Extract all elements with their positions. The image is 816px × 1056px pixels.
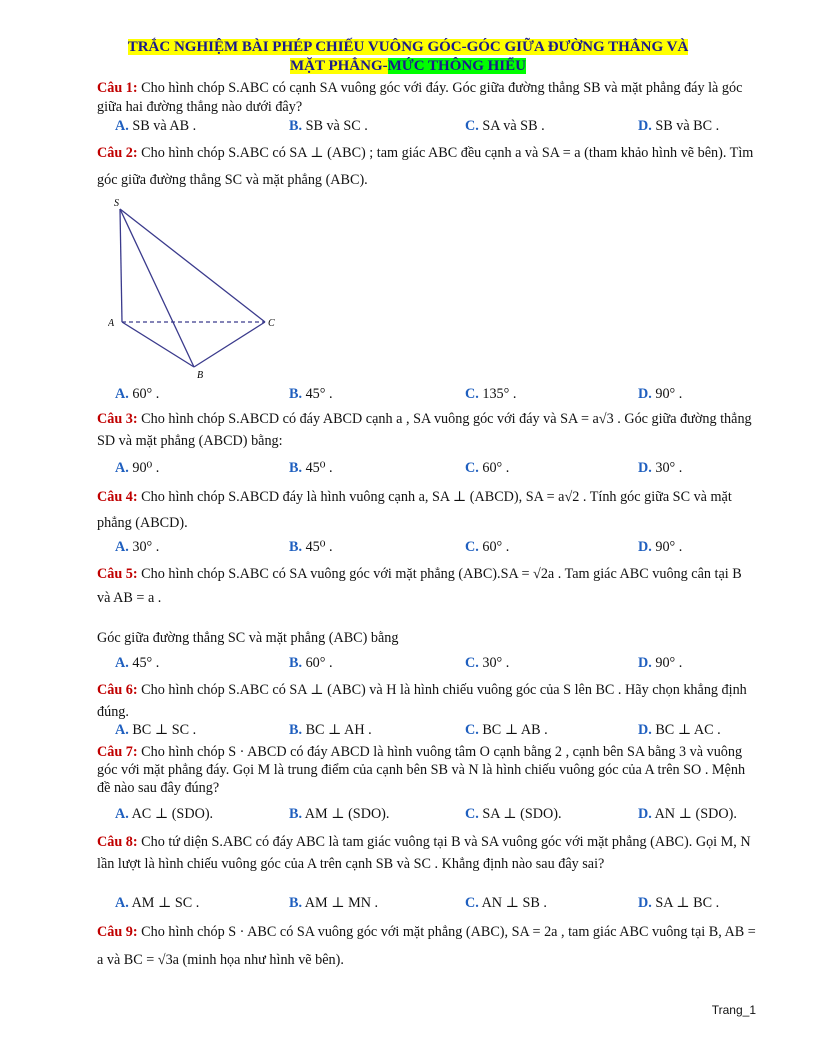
question-9	[97, 918, 757, 974]
title-text-2a: MẶT PHẲNG-	[290, 58, 388, 74]
question-text: Cho hình chóp S.ABC có cạnh SA vuông góc với đáy. Góc giữa đường thẳng SB và mặt phẳng đáy là góc giữa hai đường thẳng nào dưới đây?	[97, 80, 743, 115]
question-text: Góc giữa đường thẳng SC và mặt phẳng (ABC) bằng	[97, 630, 399, 646]
option-c: C. BC ⊥ AB .	[465, 722, 548, 738]
question-number: Câu 1:	[97, 80, 138, 96]
option-d: D. BC ⊥ AC .	[638, 722, 721, 738]
option-c: C. 60° .	[465, 460, 510, 476]
question-1-options	[115, 117, 765, 136]
option-a: A. BC ⊥ SC .	[115, 722, 197, 738]
question-1	[97, 79, 757, 117]
question-3-options	[115, 459, 765, 478]
option-a: A. AC ⊥ (SDO).	[115, 806, 214, 822]
option-c: C. SA ⊥ (SDO).	[465, 806, 562, 822]
option-c: C. SA và SB .	[465, 118, 545, 134]
option-a: A. 30° .	[115, 539, 160, 555]
title-text-1: TRẮC NGHIỆM BÀI PHÉP CHIẾU VUÔNG GÓC-GÓC GIỮA ĐƯỜNG THẲNG VÀ	[127, 39, 689, 55]
question-5	[97, 562, 757, 610]
option-b: B. 45⁰ .	[289, 539, 333, 555]
question-6	[97, 679, 757, 723]
option-a: A. 60° .	[115, 386, 160, 402]
question-5-prompt	[97, 627, 757, 649]
option-b: B. SB và SC .	[289, 118, 368, 134]
option-c: C. AN ⊥ SB .	[465, 895, 547, 911]
question-8	[97, 831, 757, 875]
option-b: B. 45⁰ .	[289, 460, 333, 476]
question-2	[97, 140, 757, 194]
question-number: Câu 6:	[97, 682, 138, 698]
page-title-line-2	[0, 57, 816, 76]
question-text: Cho hình chóp S.ABC có SA ⊥ (ABC) và H là hình chiếu vuông góc của S lên BC . Hãy chọn khẳng định đúng.	[97, 682, 747, 720]
option-b: B. AM ⊥ MN .	[289, 895, 379, 911]
question-4-options	[115, 538, 765, 557]
option-a: A. 90⁰ .	[115, 460, 160, 476]
question-number: Câu 7:	[97, 744, 138, 760]
question-number: Câu 3:	[97, 411, 138, 427]
page-title-line-1	[0, 38, 816, 57]
option-c: C. 60° .	[465, 539, 510, 555]
question-text: Cho hình chóp S · ABC có SA vuông góc với mặt phẳng (ABC), SA = 2a , tam giác ABC vuông tại B, AB = a và BC = √3a (minh họa như hình vẽ bên).	[97, 924, 756, 968]
pyramid-figure	[108, 195, 283, 380]
label-c: C	[268, 318, 275, 329]
option-a: A. 45° .	[115, 655, 160, 671]
title-text-2b: MỨC THÔNG HIỂU	[387, 58, 526, 74]
option-d: D. SA ⊥ BC .	[638, 895, 720, 911]
option-b: B. BC ⊥ AH .	[289, 722, 372, 738]
question-8-options	[115, 894, 765, 913]
question-4	[97, 484, 757, 536]
question-2-options	[115, 385, 765, 404]
option-d: D. 90° .	[638, 386, 683, 402]
option-b: B. AM ⊥ (SDO).	[289, 806, 390, 822]
question-text: Cho hình chóp S.ABCD đáy là hình vuông cạnh a, SA ⊥ (ABCD), SA = a√2 . Tính góc giữa SC và mặt phẳng (ABCD).	[97, 489, 732, 531]
page-number: Trang_1	[711, 1003, 756, 1017]
question-text: Cho tứ diện S.ABC có đáy ABC là tam giác vuông tại B và SA vuông góc với mặt phẳng (ABC). Gọi M, N lần lượt là hình chiếu vuông góc của A trên cạnh SB và SC . Khẳng định nào sau đây sai?	[97, 834, 751, 872]
option-d: D. 30° .	[638, 460, 683, 476]
question-7	[97, 743, 757, 797]
option-d: D. AN ⊥ (SDO).	[638, 806, 737, 822]
question-6-options	[115, 721, 765, 740]
option-c: C. 135° .	[465, 386, 517, 402]
question-number: Câu 9:	[97, 924, 138, 940]
option-a: A. AM ⊥ SC .	[115, 895, 200, 911]
label-a: A	[108, 318, 115, 329]
question-7-options	[115, 805, 765, 824]
label-s: S	[114, 198, 119, 209]
question-text: Cho hình chóp S.ABC có SA ⊥ (ABC) ; tam giác ABC đều cạnh a và SA = a (tham khảo hình vẽ bên). Tìm góc giữa đường thẳng SC và mặt phẳng (ABC).	[97, 145, 754, 188]
option-c: C. 30° .	[465, 655, 510, 671]
question-number: Câu 5:	[97, 566, 138, 582]
option-b: B. 45° .	[289, 386, 333, 402]
label-b: B	[197, 370, 204, 380]
question-number: Câu 2:	[97, 145, 138, 161]
question-text: Cho hình chóp S.ABC có SA vuông góc với mặt phẳng (ABC).SA = √2a . Tam giác ABC vuông cân tại B và AB = a .	[97, 566, 742, 606]
option-d: D. 90° .	[638, 655, 683, 671]
question-3	[97, 408, 757, 452]
option-d: D. SB và BC .	[638, 118, 720, 134]
option-a: A. SB và AB .	[115, 118, 197, 134]
question-5-options	[115, 654, 765, 673]
question-text: Cho hình chóp S · ABCD có đáy ABCD là hình vuông tâm O cạnh bằng 2 , cạnh bên SA bằng 3 và vuông góc với mặt phẳng đáy. Gọi M là trung điểm của cạnh bên SB và N là hình chiếu vuông góc của A trên SO . Mệnh đề nào sau đây đúng?	[97, 744, 746, 796]
option-d: D. 90° .	[638, 539, 683, 555]
question-number: Câu 4:	[97, 489, 138, 505]
question-number: Câu 8:	[97, 834, 138, 850]
option-b: B. 60° .	[289, 655, 333, 671]
question-text: Cho hình chóp S.ABCD có đáy ABCD cạnh a , SA vuông góc với đáy và SA = a√3 . Góc giữa đường thẳng SD và mặt phẳng (ABCD) bằng:	[97, 411, 752, 449]
